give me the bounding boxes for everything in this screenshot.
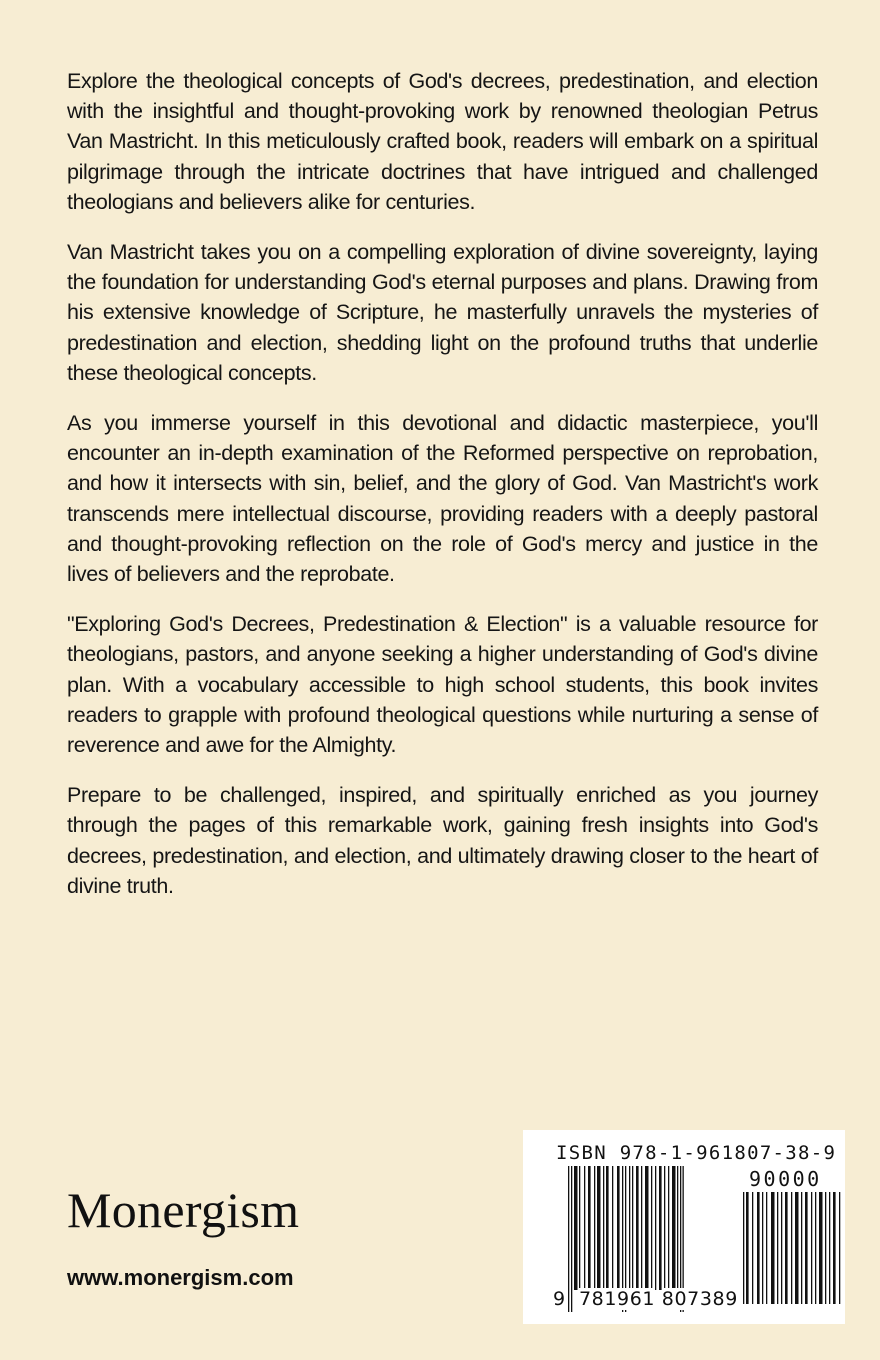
publisher-website: www.monergism.com — [67, 1265, 294, 1290]
isbn-barcode — [523, 1130, 845, 1324]
isbn-addon-digits: 90000 — [749, 1167, 822, 1191]
ean-first-digit: 9 — [553, 1288, 566, 1310]
addon-barcode-bars-icon — [743, 1192, 843, 1304]
ean-left-group: 781961 — [578, 1288, 656, 1310]
blurb-paragraph-5: Prepare to be challenged, inspired, and spiritually enriched as you journey through the pages of this remarkable work, gaining fresh insights into God's decrees, predestination, and election, and ultimately drawing closer to the heart of divine truth. — [67, 783, 818, 898]
blurb-paragraph-3: As you immerse yourself in this devotional and didactic masterpiece, you'll encounter an in-depth examination of the Reformed perspective on reprobation, and how it intersects with sin, belief, and the glory of God. Van Mastricht's work transcends mere intellectual discourse, providing readers with a deeply pastoral and thought-provoking reflection on the role of God's mercy and justice in the lives of believers and the reprobate. — [67, 411, 818, 587]
blurb-paragraph-4: "Exploring God's Decrees, Predestination & Election" is a valuable resource for theologians, pastors, and anyone seeking a higher understanding of God's divine plan. With a vocabulary accessible to high school students, this book invites readers to grapple with profound theological questions while nurturing a sense of reverence and awe for the Almighty. — [67, 612, 818, 758]
back-cover-blurb — [67, 66, 818, 921]
isbn-label: ISBN 978-1-961807-38-9 — [556, 1142, 837, 1164]
blurb-paragraph-1: Explore the theological concepts of God's decrees, predestination, and election with the insightful and thought-provoking work by renowned theologian Petrus Van Mastricht. In this meticulously crafted book, readers will embark on a spiritual pilgrimage through the intricate doctrines that have intrigued and challenged theologians and believers alike for centuries. — [67, 69, 818, 214]
publisher-logo-wordmark: Monergism — [67, 1182, 300, 1238]
ean-right-group: 807389 — [661, 1288, 738, 1310]
ean13-human-readable — [553, 1288, 738, 1310]
blurb-paragraph-2: Van Mastricht takes you on a compelling exploration of divine sovereignty, laying the foundation for understanding God's eternal purposes and plans. Drawing from his extensive knowledge of Scripture, he masterfully unravels the mysteries of predestination and election, shedding light on the profound truths that underlie these theological concepts. — [67, 240, 818, 385]
